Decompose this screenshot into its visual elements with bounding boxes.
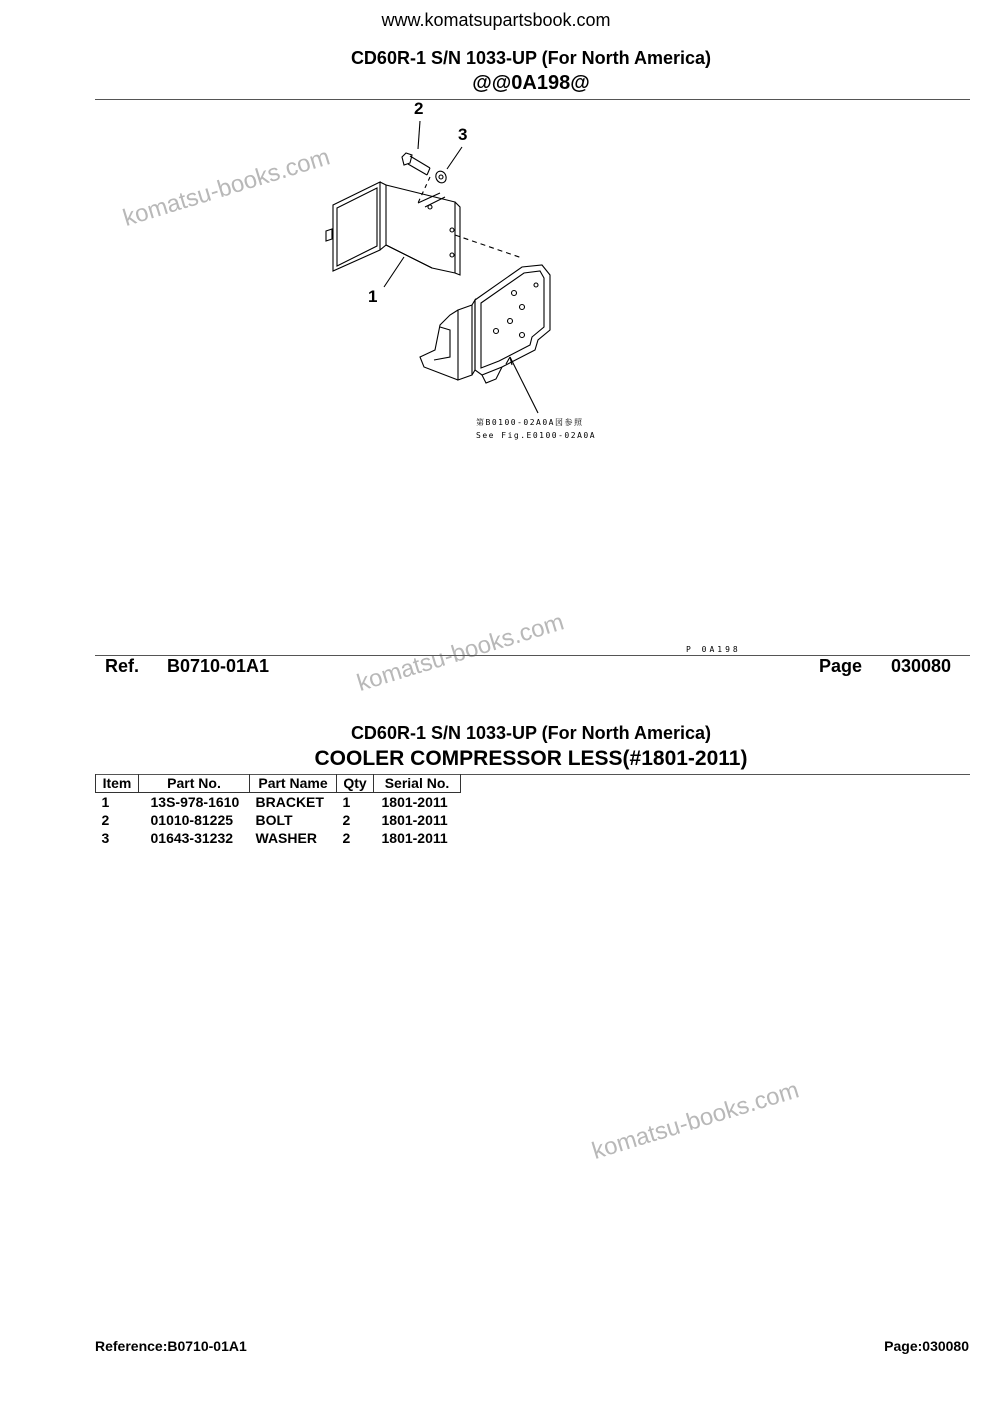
cell-item: 2: [101, 812, 110, 828]
cell-qty: 2: [342, 830, 351, 846]
col-part-no: Part No.: [139, 774, 250, 793]
site-url: www.komatsupartsbook.com: [381, 10, 611, 30]
bracket-illustration: [300, 95, 630, 455]
cell-part-no: 01643-31232: [150, 830, 234, 846]
cell-part-name: BRACKET: [255, 794, 324, 810]
page-value: 030080: [891, 656, 952, 676]
page-title: CD60R-1 S/N 1033-UP (For North America): [350, 48, 712, 68]
figure-reference: See Fig.E0100-02A0A: [476, 431, 597, 440]
col-part-name: Part Name: [250, 774, 337, 793]
watermark: komatsu-books.com: [588, 1076, 803, 1166]
parts-title: CD60R-1 S/N 1033-UP (For North America): [350, 723, 712, 743]
col-item: Item: [96, 774, 139, 793]
cell-serial-no: 1801-2011: [381, 830, 448, 846]
illustration-code: @@0A198@: [472, 72, 590, 94]
cell-part-no: 13S-978-1610: [150, 794, 240, 810]
watermark: komatsu-books.com: [353, 608, 568, 698]
parts-table: [95, 774, 461, 847]
footer-reference: Reference:B0710-01A1: [95, 1338, 247, 1354]
cell-qty: 1: [342, 794, 351, 810]
callout-1: 1: [368, 287, 378, 306]
figure-reference-jp: 第B0100-02A0A図参照: [476, 418, 584, 427]
table-header-row: [96, 774, 461, 793]
cell-serial-no: 1801-2011: [381, 794, 448, 810]
table-row: [96, 811, 461, 829]
col-qty: Qty: [337, 774, 374, 793]
callout-2: 2: [414, 99, 424, 118]
cell-item: 3: [101, 830, 110, 846]
cell-item: 1: [101, 794, 110, 810]
callout-3: 3: [458, 125, 468, 144]
cell-part-name: BOLT: [255, 812, 293, 828]
drawing-code: P 0A198: [686, 645, 741, 654]
ref-label: Ref.: [105, 656, 140, 676]
cell-part-name: WASHER: [255, 830, 317, 846]
cell-part-no: 01010-81225: [150, 812, 234, 828]
parts-subtitle: COOLER COMPRESSOR LESS(#1801-2011): [314, 747, 748, 770]
table-row: [96, 829, 461, 847]
parts-drawing: [300, 95, 630, 455]
page-label: Page: [819, 656, 863, 676]
watermark: komatsu-books.com: [119, 143, 334, 233]
cell-serial-no: 1801-2011: [381, 812, 448, 828]
table-row: [96, 793, 461, 812]
footer-page: Page:030080: [884, 1338, 969, 1354]
cell-qty: 2: [342, 812, 351, 828]
col-serial-no: Serial No.: [374, 774, 461, 793]
ref-value: B0710-01A1: [167, 656, 270, 676]
